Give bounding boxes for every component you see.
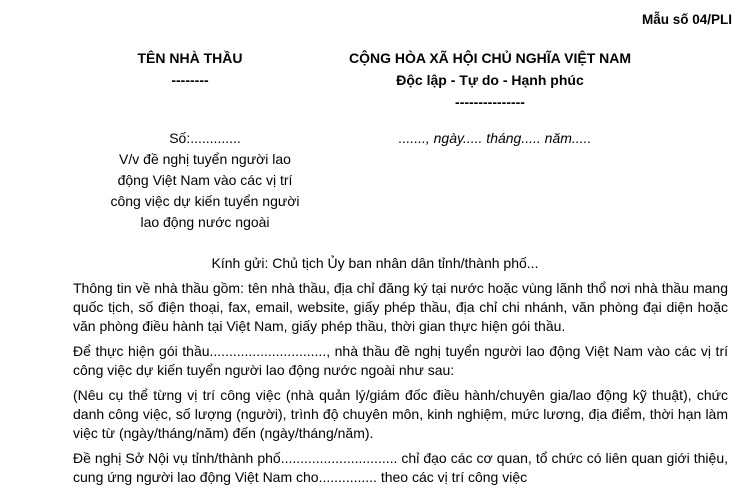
subject-line: động Việt Nam vào các vị trí (117, 172, 293, 188)
national-motto: Độc lập - Tự do - Hạnh phúc (396, 72, 584, 88)
subject-line: lao động nước ngoài (140, 214, 270, 230)
document-body (73, 279, 728, 493)
paragraph-request: Đề nghị Sở Nội vụ tỉnh/thành phố.............................. chỉ đạo các cơ quan, tổ chức có liên quan giới thiệu, cung ứng người lao động Việt Nam cho............... theo các vị trí công việc (73, 450, 728, 485)
form-code: Mẫu số 04/PLI (641, 12, 732, 27)
national-title: CỘNG HÒA XÃ HỘI CHỦ NGHĨA VIỆT NAM (348, 50, 632, 66)
addressee: Kính gửi: Chủ tịch Ủy ban nhân dân tỉnh/thành phố... (211, 255, 539, 271)
document-number: Số:............. (169, 130, 241, 146)
date-line: ......., ngày..... tháng..... năm..... (398, 130, 592, 146)
subject-line: công việc dự kiến tuyển người (110, 193, 300, 209)
paragraph-position-details: (Nêu cụ thể từng vị trí công việc (nhà quản lý/giám đốc điều hành/chuyên gia/lao động kỹ thuật), chức danh công việc, số lượng (người), trình độ chuyên môn, kinh nghiệm, mức lương, địa điểm, thời hạn làm việc từ (ngày/tháng/năm) đến (ngày/tháng/năm). (73, 387, 728, 441)
paragraph-proposal: Để thực hiện gói thầu.............................., nhà thầu đề nghị tuyển người lao động Việt Nam vào các vị trí công việc dự kiến tuyển người lao động nước ngoài như sau: (73, 343, 728, 378)
paragraph-contractor-info: Thông tin về nhà thầu gồm: tên nhà thầu, địa chỉ đăng ký tại nước hoặc vùng lãnh thổ nơi nhà thầu mang quốc tịch, số điện thoại, fax, email, website, giấy phép thầu, địa chỉ chi nhánh, văn phòng đại diện hoặc văn phòng điều hành tại Việt Nam, giấy phép thầu, thời gian thực hiện gói thầu. (73, 280, 728, 334)
document-reference (65, 128, 345, 233)
national-header (305, 47, 675, 113)
national-divider: --------------- (455, 94, 525, 110)
subject-line: V/v đề nghị tuyển người lao (119, 151, 291, 167)
contractor-name-title: TÊN NHÀ THẦU (137, 50, 243, 66)
contractor-divider: -------- (171, 72, 209, 88)
contractor-header (70, 47, 310, 91)
